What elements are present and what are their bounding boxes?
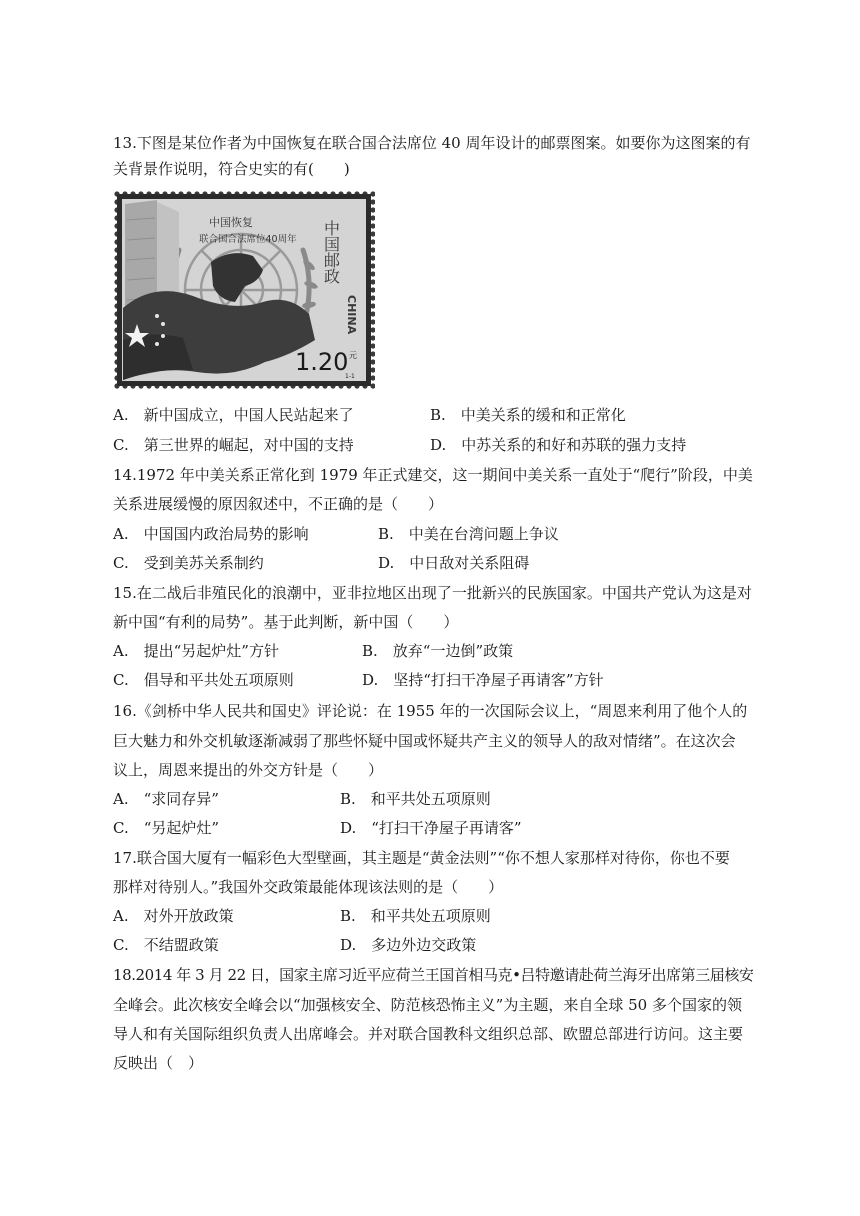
q16-option-d: D. “打扫干净屋子再请客” [340,819,522,837]
q16-option-b: B. 和平共处五项原则 [340,790,491,808]
q15-stem-line-2: 新中国“有利的局势”。基于此判断，新中国（ ） [113,613,459,631]
q13-option-c: C. 第三世界的崛起，对中国的支持 [113,436,354,454]
q15-stem-line-1: 15.在二战后非殖民化的浪潮中，亚非拉地区出现了一批新兴的民族国家。中国共产党认为这是对 [113,584,752,602]
q16-stem-line-2: 巨大魅力和外交机敏逐渐减弱了那些怀疑中国或怀疑共产主义的领导人的敌对情绪”。在这次会 [113,732,736,750]
stamp-price: 1.20 [295,348,349,376]
q17-option-d: D. 多边外边交政策 [340,936,477,954]
q16-stem-line-1: 16.《剑桥中华人民共和国史》评论说：在 1955 年的一次国际会议上，“周恩来利用了他个人的 [113,702,748,720]
q14-option-c: C. 受到美苏关系制约 [113,554,264,572]
q16-option-a: A. “求同存异” [113,790,219,808]
stamp-side-cn: 中国邮政 [321,220,341,284]
q14-stem-line-2: 关系进展缓慢的原因叙述中，不正确的是（ ） [113,495,444,513]
q15-option-b: B. 放弃“一边倒”政策 [362,642,514,660]
q15-option-c: C. 倡导和平共处五项原则 [113,671,294,689]
q14-option-a: A. 中国国内政治局势的影响 [113,525,309,543]
q13-stem-line-1: 13.下图是某位作者为中国恢复在联合国合法席位 40 周年设计的邮票图案。如要你为这图案的有 [113,134,751,152]
q18-stem-line-2: 全峰会。此次核安全峰会以“加强核安全、防范核恐怖主义”为主题，来自全球 50 多个国家的领 [113,996,742,1014]
q17-option-b: B. 和平共处五项原则 [340,907,491,925]
q15-option-d: D. 坚持“打扫干净屋子再请客”方针 [362,671,604,689]
stamp-side-en: CHINA [345,295,358,335]
q14-option-d: D. 中日敌对关系阻碍 [378,554,530,572]
stamp-top-text-2: 联合国合法席位40周年 [199,234,297,245]
q15-option-a: A. 提出“另起炉灶”方针 [113,642,279,660]
stamp-top-text-1: 中国恢复 [209,216,253,229]
q17-stem-line-1: 17.联合国大厦有一幅彩色大型壁画，其主题是“黄金法则”“你不想人家那样对待你，你也不要 [113,849,730,867]
q14-stem-line-1: 14.1972 年中美关系正常化到 1979 年正式建交，这一期间中美关系一直处于“爬行”阶段，中美 [113,466,753,484]
q17-option-a: A. 对外开放政策 [113,907,234,925]
q18-stem-line-4: 反映出（ ） [113,1054,204,1072]
q13-option-a: A. 新中国成立，中国人民站起来了 [113,406,354,424]
q14-option-b: B. 中美在台湾问题上争议 [378,525,559,543]
q18-stem-line-3: 导人和有关国际组织负责人出席峰会。并对联合国教科文组织总部、欧盟总部进行访问。这主要 [113,1025,744,1043]
q16-option-c: C. “另起炉灶” [113,819,220,837]
q13-option-d: D. 中苏关系的和好和苏联的强力支持 [430,436,687,454]
q18-stem-line-1: 18.2014 年 3 月 22 日，国家主席习近平应荷兰王国首相马克•吕特邀请赴荷兰海牙出席第三届核安 [113,966,754,984]
q13-stem-line-2: 关背景作说明，符合史实的有( ) [113,160,350,178]
q17-option-c: C. 不结盟政策 [113,936,219,954]
stamp-code: 1-1 [345,373,355,380]
q16-stem-line-3: 议上，周恩来提出的外交方针是（ ） [113,761,384,779]
stamp-yuan: 元 [349,351,357,360]
q17-stem-line-2: 那样对待别人。”我国外交政策最能体现该法则的是（ ） [113,878,504,896]
q13-option-b: B. 中美关系的缓和和正常化 [430,406,626,424]
stamp-image [113,190,375,390]
